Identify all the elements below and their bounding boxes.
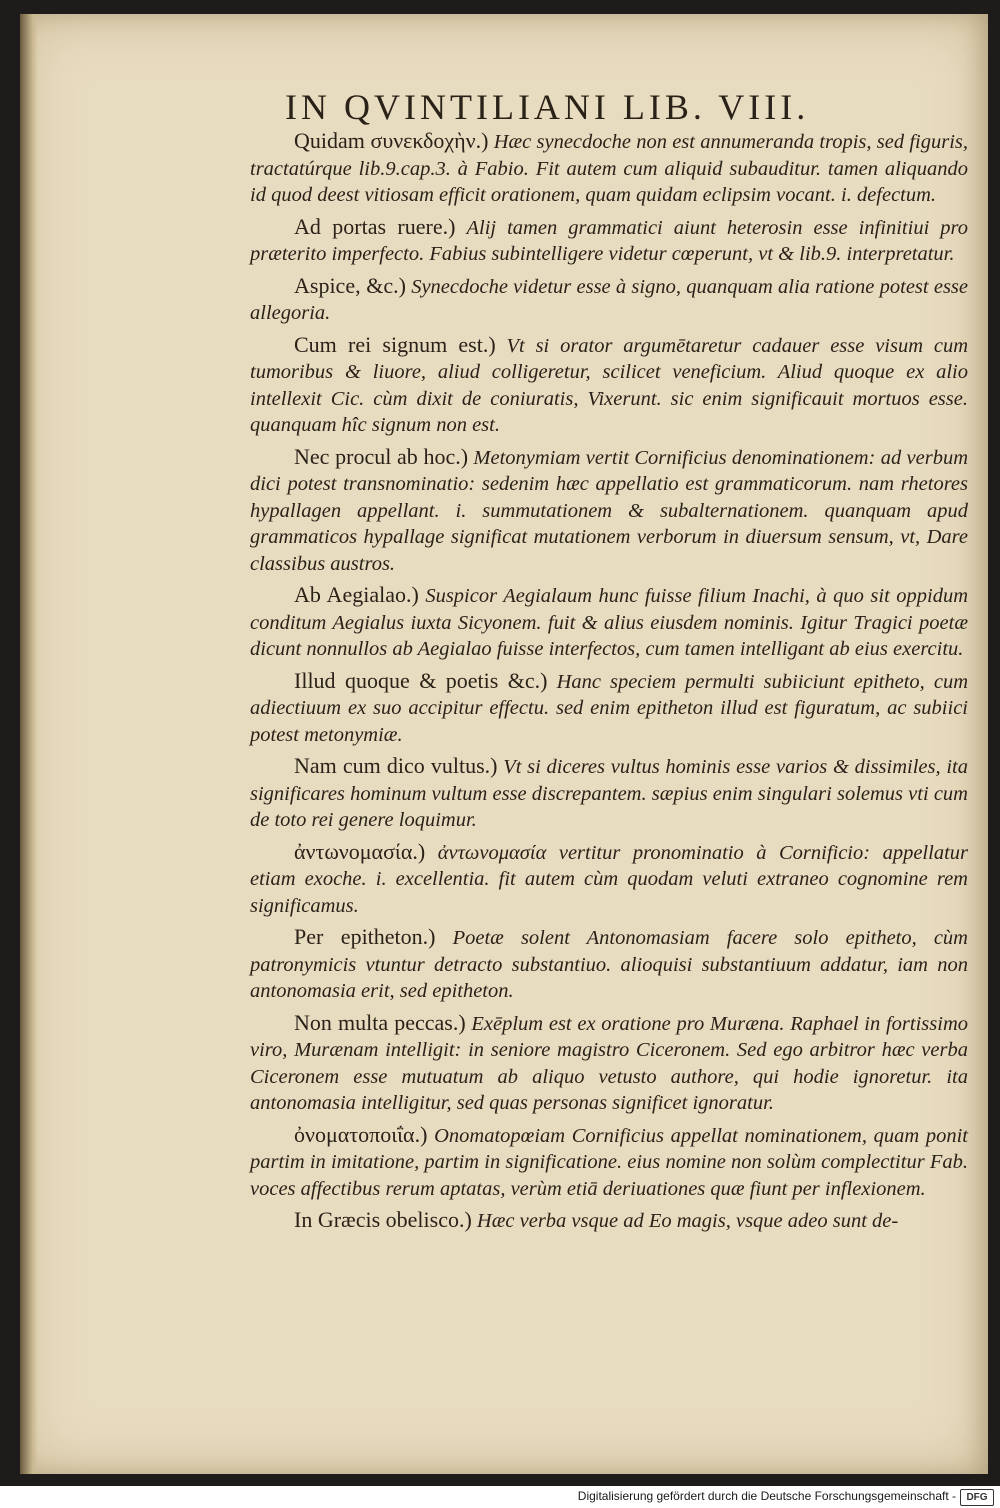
commentary-entry	[250, 444, 968, 578]
commentary-entry	[250, 1010, 968, 1117]
digitization-footer	[0, 1486, 1000, 1508]
commentary-text	[250, 128, 968, 1240]
entry-comment: Synecdoche videtur esse à signo, quanquam alia ratione potest esse allegoria.	[250, 275, 968, 324]
commentary-entry	[250, 128, 968, 209]
entry-comment: Alij tamen grammatici aiunt heterosin esse infinitiui pro præterito imperfecto. Fabius subintelligere videtur cœperunt, vt & lib.9. interpretatur.	[250, 216, 968, 265]
entry-lemma: Per epitheton.)	[294, 924, 436, 949]
entry-lemma: Nam cum dico vultus.)	[294, 753, 498, 778]
entry-lemma: In Græcis obelisco.)	[294, 1207, 472, 1232]
running-head: IN QVINTILIANI LIB. VIII.	[285, 87, 810, 127]
commentary-entry	[250, 753, 968, 834]
commentary-entry	[250, 273, 968, 327]
entry-lemma: Cum rei signum est.)	[294, 331, 496, 357]
entry-lemma: Non multa peccas.)	[294, 1009, 466, 1035]
entry-comment: Suspicor Aegialaum hunc fuisse filium Inachi, à quo sit oppidum conditum Aegialus iuxta Sicyonem. fuit & alius eiusdem nominis. Igitur Tragici poetæ dicunt nonnullos ab Aegialao fuisse interfectos, cum tamen intelligant ab eius exercitu.	[250, 585, 969, 660]
dfg-logo: DFG	[960, 1489, 994, 1506]
funding-credit: Digitalisierung gefördert durch die Deutsche Forschungsgemeinschaft -	[577, 1489, 956, 1503]
entry-lemma: Nec procul ab hoc.)	[294, 443, 469, 469]
commentary-entry	[250, 1207, 968, 1235]
entry-lemma: Ad portas ruere.)	[294, 213, 456, 239]
commentary-entry	[250, 1122, 968, 1203]
entry-lemma: ὀνοματοποιΐα.)	[294, 1121, 428, 1147]
entry-comment: Hæc synecdoche non est annumeranda tropis, sed figuris, tractatúrque lib.9.cap.3. à Fabio. Fit autem cum aliquid subauditur. tamen aliquando id quod deest vitiosam efficit orationem, quam quidam eclipsim vocant. i. defectum.	[250, 131, 968, 206]
entry-comment: Vt si orator argumētaretur cadauer esse visum cum tumoribus & liuore, aliud colligeretur, scilicet veneficium. Aliud quoque ex alio intellexit Cic. cùm dixit de coniuratis, Vixerunt. sic enim significauit mortuos esse. quanquam hîc signum non est.	[250, 334, 969, 436]
commentary-entry	[250, 332, 968, 439]
entry-comment: Onomatopœiam Cornificius appellat nominationem, quam ponit partim in imitatione, partim in significatione. eius nomine non solùm complectitur Fab. voces affectibus rerum aptatas, verùm etiā deriuationes quæ fiunt per inflexionem.	[250, 1124, 968, 1200]
entry-lemma: ἀντωνομασία.)	[294, 838, 426, 864]
entry-comment: Exēplum est ex oratione pro Muræna. Raphael in fortissimo viro, Murænam intelligit: in seniore magistro Ciceronem. Sed ego arbitror hæc verba Ciceronem esse mutuatum ab aliquo vetusto authore, qui hodie ignoretur. ita antonomasia intelligitur, sed quas personas significet ignoratur.	[250, 1012, 969, 1114]
entry-comment: ἀντωνομασία vertitur pronominatio à Cornificio: appellatur etiam exoche. i. excellentia. fit autem cùm quodam veluti extraneo cognomine rem significamus.	[250, 841, 969, 917]
entry-lemma: Quidam συνεκδοχὴν.)	[294, 128, 489, 153]
commentary-entry	[250, 214, 968, 268]
entry-lemma: Aspice, &c.)	[294, 272, 406, 298]
entry-comment: Poetæ solent Antonomasiam facere solo epitheto, cùm patronymicis vtuntur detracto substantiuo. alioquisi substantiuum addatur, iam non antonomasia erit, sed epitheton.	[250, 927, 968, 1002]
entry-lemma: Ab Aegialao.)	[294, 582, 419, 607]
entry-comment: Vt si diceres vultus hominis esse varios & dissimiles, ita significares hominum vultum esse discrepantem. sæpius enim singulari solemus vti cum de toto rei genere loquimur.	[250, 756, 969, 831]
entry-comment: Hæc verba vsque ad Eo magis, vsque adeo sunt de-	[476, 1210, 899, 1232]
entry-comment: Hanc speciem permulti subiiciunt epitheto, cum adiectiuum ex suo accipitur effectu. sed enim epitheton illud est figuratum, ac subiici potest metonymiæ.	[250, 670, 968, 746]
commentary-entry	[250, 668, 968, 749]
commentary-entry	[250, 582, 968, 663]
page-gutter	[20, 14, 38, 1474]
commentary-entry	[250, 924, 968, 1005]
entry-comment: Metonymiam vertit Cornificius denominationem: ad verbum dici potest transnominatio: sedenim hæc appellatio est grammaticorum. nam rhetores hypallagen appellant. i. summutationem & subalternationem. quanquam apud grammaticos hypallage significat mutationem verborum in diuersum sensum, vt, Dare classibus austros.	[250, 446, 969, 575]
entry-lemma: Illud quoque & poetis &c.)	[294, 667, 548, 693]
commentary-entry	[250, 839, 968, 920]
